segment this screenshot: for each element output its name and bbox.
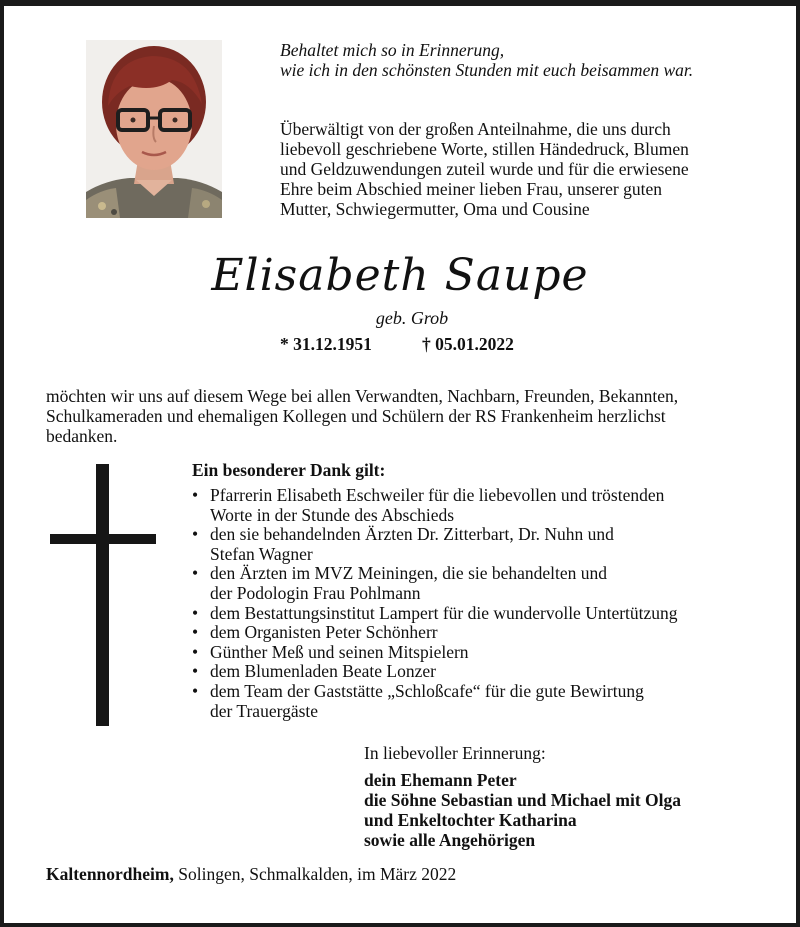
memorial-quote <box>280 40 780 80</box>
place-and-date <box>46 864 456 885</box>
quote-line: wie ich in den schönsten Stunden mit euch beisammen war. <box>280 60 694 80</box>
body-line: möchten wir uns auf diesem Wege bei allen Verwandten, Nachbarn, Freunden, Bekannten, <box>46 386 679 406</box>
place-rest: Solingen, Schmalkalden, im März 2022 <box>173 864 457 884</box>
place-town: Kaltennordheim, <box>46 864 174 884</box>
remembrance-label: In liebevoller Erinnerung: <box>364 743 546 763</box>
mourner-line: sowie alle Angehörigen <box>364 830 536 850</box>
list-item <box>192 486 752 525</box>
quote-line: Behaltet mich so in Erinnerung, <box>280 40 505 60</box>
mourner-line: die Söhne Sebastian und Michael mit Olga <box>364 790 681 810</box>
list-item <box>192 604 752 624</box>
cross-icon <box>50 464 156 733</box>
list-item-line: Stefan Wagner <box>210 543 313 564</box>
portrait-photo-icon <box>86 40 222 218</box>
mourner-line: dein Ehemann Peter <box>364 770 517 790</box>
mourners-list <box>364 770 784 850</box>
death-date: † 05.01.2022 <box>422 334 514 354</box>
list-item-line: • Günther Meß und seinen Mitspielern <box>210 641 469 662</box>
list-item-line: der Trauergäste <box>210 700 319 721</box>
obituary-notice <box>4 6 796 923</box>
maiden-name: geb. Grob <box>375 308 449 328</box>
list-item-line: Worte in der Stunde des Abschieds <box>210 504 455 525</box>
list-item-line: • Pfarrerin Elisabeth Eschweiler für die liebevollen und tröstenden <box>210 485 665 505</box>
list-item-line: • dem Team der Gaststätte „Schloßcafe“ für die gute Bewirtung <box>210 680 644 701</box>
intro-line: liebevoll geschriebene Worte, stillen Händedruck, Blumen <box>280 139 689 159</box>
list-item <box>192 662 752 682</box>
thanks-paragraph <box>46 386 766 446</box>
list-item-line: der Podologin Frau Pohlmann <box>210 582 421 603</box>
list-item <box>192 623 752 643</box>
intro-paragraph <box>280 119 780 219</box>
list-item-line: • dem Bestattungsinstitut Lampert für die wundervolle Untertützung <box>210 602 678 623</box>
deceased-name: Elisabeth Saupe <box>211 250 589 301</box>
intro-line: Überwältigt von der großen Anteilnahme, die uns durch <box>280 119 671 139</box>
list-item-line: • den sie behandelnden Ärzten Dr. Zitterbart, Dr. Nuhn und <box>210 524 614 545</box>
list-item-line: • dem Blumenladen Beate Lonzer <box>210 661 436 682</box>
body-line: Schulkameraden und ehemaligen Kollegen und Schülern der RS Frankenheim herzlichst <box>46 406 666 426</box>
special-thanks-title: Ein besonderer Dank gilt: <box>192 460 386 480</box>
birth-date: * 31.12.1951 <box>280 334 372 354</box>
portrait-photo <box>86 40 222 218</box>
mourner-line: und Enkeltochter Katharina <box>364 810 577 830</box>
list-item-line: • dem Organisten Peter Schönherr <box>210 622 438 643</box>
list-item <box>192 564 752 603</box>
intro-line: Mutter, Schwiegermutter, Oma und Cousine <box>280 199 590 219</box>
intro-line: Ehre beim Abschied meiner lieben Frau, unserer guten <box>280 179 662 199</box>
list-item <box>192 682 752 721</box>
body-line: bedanken. <box>46 426 118 446</box>
special-thanks-list <box>192 486 752 721</box>
list-item <box>192 525 752 564</box>
intro-line: und Geldzuwendungen zuteil wurde und für die erwiesene <box>280 159 689 179</box>
list-item-line: • den Ärzten im MVZ Meiningen, die sie behandelten und <box>210 563 608 584</box>
list-item <box>192 643 752 663</box>
